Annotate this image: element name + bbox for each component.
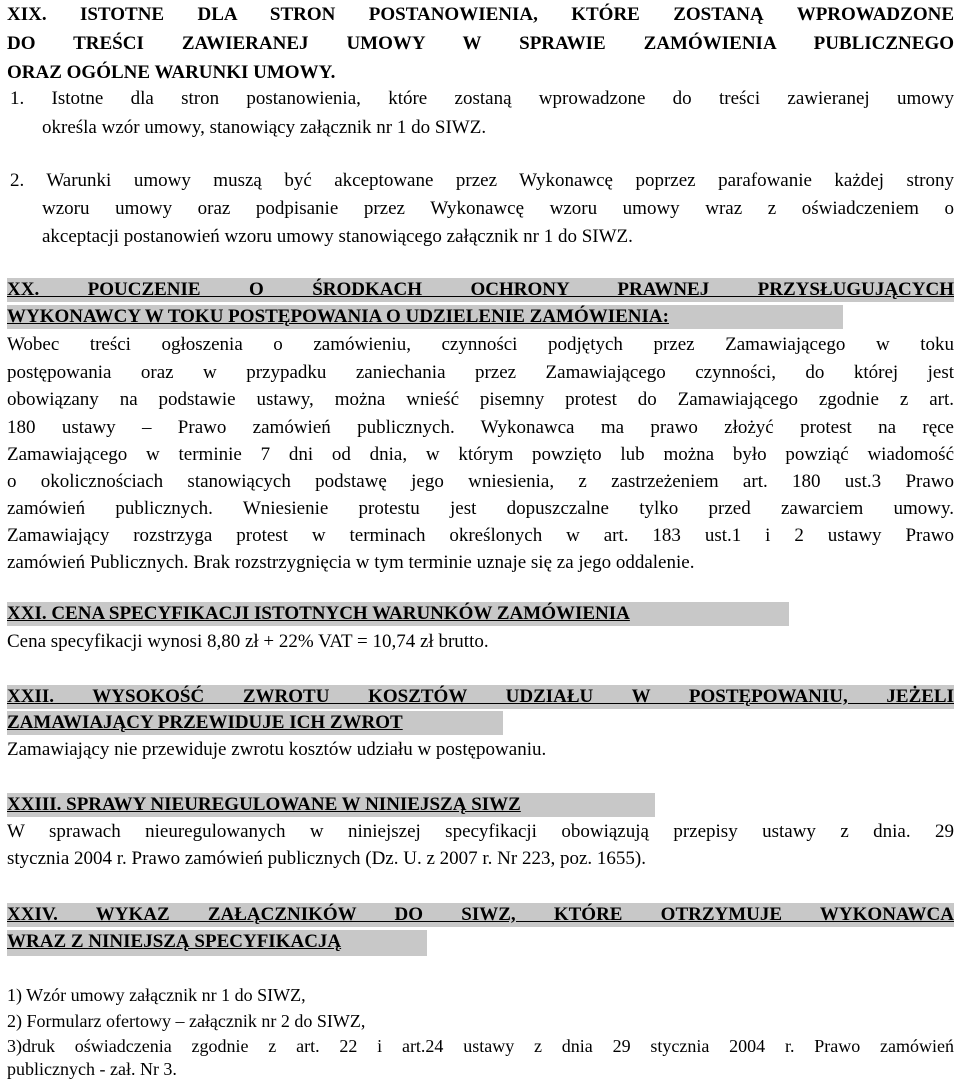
section-xx-body-line-2: postępowania oraz w przypadku zaniechania przez Zamawiającego czynności, do której jest [7, 362, 954, 383]
section-xx-heading-line-1: XX. POUCZENIE O ŚRODKACH OCHRONY PRAWNEJ PRZYSŁUGUJĄCYCH [7, 279, 954, 300]
section-xix-heading-line-1: XIX. ISTOTNE DLA STRON POSTANOWIENIA, KTÓRE ZOSTANĄ WPROWADZONE [7, 4, 954, 25]
section-xxii-body: Zamawiający nie przewiduje zwrotu kosztów udziału w postępowaniu. [7, 739, 547, 760]
section-xxii-heading-line-2: ZAMAWIAJĄCY PRZEWIDUJE ICH ZWROT [7, 712, 403, 733]
section-xxiv-heading-line-1: XXIV. WYKAZ ZAŁĄCZNIKÓW DO SIWZ, KTÓRE OTRZYMUJE WYKONAWCA [7, 904, 954, 925]
section-xx-body-line-9: zamówień Publicznych. Brak rozstrzygnięcia w tym terminie uznaje się za jego oddalenie. [7, 552, 695, 573]
section-xxiii-heading: XXIII. SPRAWY NIEUREGULOWANE W NINIEJSZĄ SIWZ [7, 794, 521, 815]
section-xxiv-heading-line-2: WRAZ Z NINIEJSZĄ SPECYFIKACJĄ [7, 931, 342, 952]
section-xix-heading-line-2: DO TREŚCI ZAWIERANEJ UMOWY W SPRAWIE ZAMÓWIENIA PUBLICZNEGO [7, 33, 954, 54]
attachment-item-1: 1) Wzór umowy załącznik nr 1 do SIWZ, [7, 985, 306, 1005]
section-xx-body-line-5: Zamawiającego w terminie 7 dni od dnia, w którym powzięto lub można było powziąć wiadomość [7, 444, 954, 465]
section-xx-body-line-4: 180 ustawy – Prawo zamówień publicznych. Wykonawca ma prawo złożyć protest na ręce [7, 417, 954, 438]
section-xx-body-line-7: zamówień publicznych. Wniesienie protestu jest dopuszczalne tylko przed zawarciem umowy. [7, 498, 954, 519]
attachment-item-3-line-2: publicznych - zał. Nr 3. [7, 1059, 177, 1079]
section-xix-heading-line-3: ORAZ OGÓLNE WARUNKI UMOWY. [7, 62, 336, 83]
section-xxi-heading: XXI. CENA SPECYFIKACJI ISTOTNYCH WARUNKÓW ZAMÓWIENIA [7, 603, 630, 624]
section-xxiii-body-line-1: W sprawach nieuregulowanych w niniejszej specyfikacji obowiązują przepisy ustawy z dnia. 29 [7, 821, 954, 842]
section-xxiii-body-line-2: stycznia 2004 r. Prawo zamówień publicznych (Dz. U. z 2007 r. Nr 223, poz. 1655). [7, 848, 646, 869]
section-xix-item-2-line-2: wzoru umowy oraz podpisanie przez Wykonawcę wzoru umowy wraz z oświadczeniem o [42, 198, 954, 219]
section-xx-body-line-8: Zamawiający rozstrzyga protest w terminach określonych w art. 183 ust.1 i 2 ustawy Prawo [7, 525, 954, 546]
section-xxi-body: Cena specyfikacji wynosi 8,80 zł + 22% VAT = 10,74 zł brutto. [7, 631, 489, 652]
attachment-item-2: 2) Formularz ofertowy – załącznik nr 2 do SIWZ, [7, 1011, 366, 1031]
section-xx-heading-line-2: WYKONAWCY W TOKU POSTĘPOWANIA O UDZIELENIE ZAMÓWIENIA: [7, 306, 669, 327]
section-xxii-heading-line-1: XXII. WYSOKOŚĆ ZWROTU KOSZTÓW UDZIAŁU W POSTĘPOWANIU, JEŻELI [7, 686, 954, 707]
section-xx-body-line-3: obowiązany na podstawie ustawy, można wnieść pisemny protest do Zamawiającego zgodnie z art. [7, 389, 954, 410]
section-xix-item-2-line-3: akceptacji postanowień wzoru umowy stanowiącego załącznik nr 1 do SIWZ. [42, 226, 633, 247]
section-xix-item-1-line-2: określa wzór umowy, stanowiący załącznik nr 1 do SIWZ. [42, 117, 487, 138]
section-xix-item-1-line-1: 1. Istotne dla stron postanowienia, które zostaną wprowadzone do treści zawieranej umowy [10, 88, 954, 109]
section-xx-body-line-1: Wobec treści ogłoszenia o zamówieniu, czynności podjętych przez Zamawiającego w toku [7, 334, 954, 355]
section-xx-body-line-6: o okolicznościach stanowiących podstawę jego wniesienia, z zastrzeżeniem art. 180 ust.3 Prawo [7, 471, 954, 492]
attachment-item-3-line-1: 3)druk oświadczenia zgodnie z art. 22 i art.24 ustawy z dnia 29 stycznia 2004 r. Prawo zamówień [7, 1036, 954, 1056]
section-xix-item-2-line-1: 2. Warunki umowy muszą być akceptowane przez Wykonawcę poprzez parafowanie każdej strony [10, 170, 954, 191]
